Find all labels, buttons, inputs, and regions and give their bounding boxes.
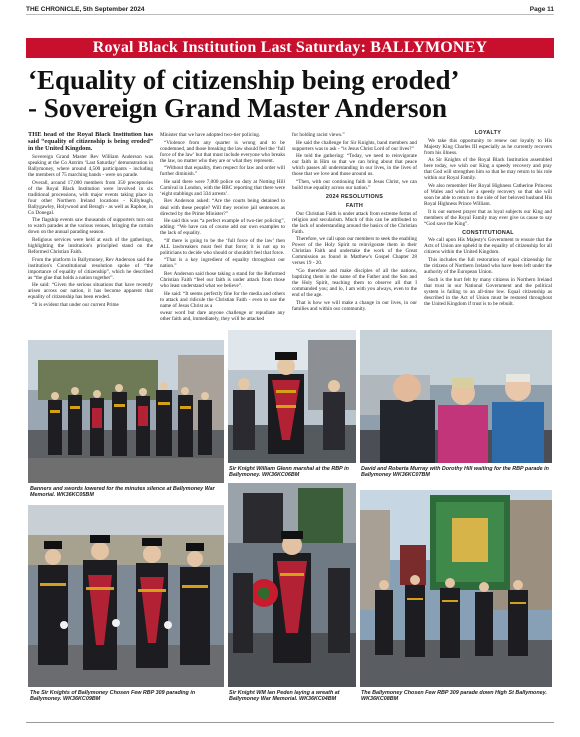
- paragraph: From the platform in Ballymoney, Rev Anderson said the institution's Constitutional resolution spoke of “the importance of equality of citizenship”, which he described as “the glue that holds a nation together”.: [28, 256, 153, 281]
- paragraph: “Then, with our continuing faith in Jesus Christ, we can build true equality across our nation.”: [292, 178, 417, 191]
- article-column-4: [424, 130, 552, 330]
- paragraph: Religious services were held at each of the gatherings, highlighting the institution's principled stand on the Reformed Christian Faith.: [28, 237, 153, 256]
- faith-heading: FAITH: [345, 202, 364, 209]
- headline-line-1: ‘Equality of citizenship being eroded’: [28, 65, 460, 95]
- article-lead: [28, 132, 153, 152]
- photo-high-st-parade: [360, 490, 552, 687]
- photo-william-glenn: [228, 330, 356, 463]
- headline-line-2: - Sovereign Grand Master Anderson: [28, 93, 448, 123]
- caption-photo-3: David and Roberta Murray with Dorothy Hill waiting for the RBP parade in Ballymoney WK36KC07BM: [361, 466, 549, 479]
- paragraph: The flagship events saw thousands of supporters turn out to watch parades at the various venues, bringing the curtain down on the annual parading season.: [28, 217, 153, 236]
- constitutional-heading: CONSTITUTIONAL: [462, 229, 514, 236]
- paragraph: “Violence from any quarter is wrong and to be condemned, and those breaking the law should feel the ‘full force of the law’ but that must include everyone who breaks the law, no matter who they are or what they represent.: [160, 139, 285, 164]
- paragraph: It is our earnest prayer that as loyal subjects our King and members of the Royal Family may ever give us cause to say “God save the King”.: [424, 208, 552, 227]
- section-banner: [26, 38, 554, 58]
- photo-image: [28, 340, 224, 483]
- paragraph: He told the gathering: “Today, we need to reinvigorate our faith in Him so that we can bring about that peace which passes all understanding in our lives, in the lives of those that we love and those around us.: [292, 153, 417, 178]
- paragraph: We also remember Her Royal Highness Catherine Princess of Wales and wish her a speedy recovery so that she will soon be able to return to the side of her beloved husband His Royal Highness Prince William.: [424, 182, 552, 208]
- photo-murray-hill: [360, 330, 552, 463]
- paragraph: He said the challenge for Sir Knights, band members and supporters was to ask - “is Jesus Christ Lord of our lives?”: [292, 139, 417, 152]
- caption-photo-1: Banners and swords lowered for the minutes silence at Ballymoney War Memorial. WK36KC05BM: [30, 486, 215, 499]
- paragraph: This includes the full restoration of equal citizenship for the citizens of Northern Ireland who have been left under the authority of the European Union.: [424, 256, 552, 275]
- paragraph: Our Christian Faith is under attack from extreme forms of religion and secularism. Much of this can be attributed to the lack of understanding around the basics of the Christian Faith.: [292, 210, 417, 235]
- paragraph: Rev Anderson asked: “Are the courts being detained to deal with these people? Will they receive jail sentences as directed by the Prime Minister?”: [160, 198, 285, 217]
- paragraph: That is how we will make a change in our lives, in our families and within our community.: [292, 299, 417, 312]
- paragraph: swear word but dare anyone challenge or repudiate any other faith and, immediately, they will be attacked: [160, 310, 285, 323]
- paragraph: He said: “It seems perfectly fine for the media and others to attack and ridicule the Christian Faith - even to use the name of Jesus Christ as a: [160, 290, 285, 309]
- caption-photo-2: Sir Knight William Glenn marshal at the RBP in Ballymoney. WK36KC06BM: [229, 466, 349, 479]
- paragraph: “Without that equality, then respect for law and order will further diminish.”: [160, 165, 285, 178]
- photo-image: [360, 330, 552, 463]
- paragraph: As Sir Knights of the Royal Black Institution assembled here today, we wish our King a speedy recovery and pray that God will strengthen him so that he may return to his role within our Royal Family.: [424, 157, 552, 182]
- photo-war-memorial-silence: [28, 340, 224, 483]
- page-number: Page 11: [529, 5, 554, 13]
- article-column-1: [28, 132, 153, 337]
- lead-text: THE head of the Royal Black Institution has said “equality of citizenship is being eroded” in the United Kingdom.: [28, 132, 153, 152]
- photo-ian-peden-wreath: [228, 483, 356, 687]
- photo-image: [228, 483, 356, 687]
- paragraph: for holding racist views.”: [292, 132, 345, 138]
- caption-photo-6: The Ballymoney Chosen Few RBP 309 parade down High St Ballymoney. WK36KC08BM: [361, 690, 547, 703]
- photo-image: [360, 490, 552, 687]
- paragraph: He said there were 7,000 police on duty at Notting Hill Carnival in London, with the BBC reporting that there were ‘eight stabbings and 334 arrests’.: [160, 178, 285, 197]
- paragraph: “Go therefore and make disciples of all the nations, baptizing them in the name of the Father and the Son and the Holy Spirit, teaching them to observe all that I commanded you; and lo, I am with you always, even to the end of the age.: [292, 267, 417, 299]
- photo-image: [28, 505, 224, 687]
- paragraph: Sovereign Grand Master Rev William Anderson was speaking at the Co Antrim ‘Last Saturday’ demonstration in Ballymoney, where around 4,500 participants - including the members of 75 marching bands - were on parade.: [28, 153, 153, 179]
- paragraph: Such is the hurt felt by many citizens in Northern Ireland that trust in our National Government and the political system is failing to an all-time low. Equal citizenship as described in the Act of Union must be restored throughout the United Kingdom if trust is to be rebuilt.: [424, 276, 552, 307]
- loyalty-heading: LOYALTY: [474, 130, 502, 136]
- page-header: [26, 4, 554, 15]
- paragraph: Therefore, we call upon our members to seek the enabling Power of the Holy Spirit to reinvigorate them in their Christian Faith and undertake the work of the Great Commission as found in Matthew's Gospel Chapter 28 verses 19 - 20.: [292, 236, 417, 267]
- photo-sir-knights-parading: [28, 505, 224, 687]
- headline: [28, 66, 554, 122]
- banner-text: Royal Black Institution Last Saturday: BALLYMONEY: [92, 39, 488, 56]
- paragraph: We take this opportunity to renew our loyalty to His Majesty King Charles III especially as he currently recovers from his illness.: [424, 137, 552, 156]
- paragraph: He said: “Given the serious situations that have recently arisen across our nation, it has become apparent that equality of citizenship has been eroded.: [28, 282, 153, 301]
- paragraph: He said this was “a perfect example of two-tier policing”, adding: “We have can of course add our own examples to the lack of equality.: [160, 218, 285, 237]
- page-bottom-rule: [26, 722, 554, 723]
- article-column-2: [160, 132, 285, 332]
- publication-name: THE CHRONICLE, 5th September 2024: [26, 5, 145, 13]
- caption-photo-5: Sir Knight WM Ian Peden laying a wreath at Ballymoney War Memorial. WK36KC04BM: [229, 690, 340, 703]
- article-column-3: [292, 132, 417, 327]
- paragraph: We call upon His Majesty's Government to ensure that the Acts of Union are upheld in the equality of citizenship for all citizens within the United Kingdom.: [424, 237, 552, 256]
- photo-image: [228, 330, 356, 463]
- paragraph: Rev Anderson said those taking a stand for the Reformed Christian Faith “feel our faith is under attack from those who least understand what we believe”.: [160, 270, 285, 290]
- paragraph: Minister that we have adopted two-tier policing.: [160, 132, 261, 138]
- paragraph: “That is a key ingredient of equality throughout our nation.”: [160, 257, 285, 270]
- paragraph: “If there is going to be the ‘full force of the law’ then ALL lawbreakers must feel that force; it is not up to politicians to decide who should or shouldn't feel that force.: [160, 237, 285, 256]
- paragraph: Overall, around 17,000 members from 350 preceptories of the Royal Black Institution were involved in six traditional processions, with major events taking place in four other Northern Ireland locations - Killyleagh, Ballygawley, Holywood and Beragh - as well as Raphoe, in Co Donegal.: [28, 179, 153, 216]
- caption-photo-4: The Sir Knights of Ballymoney Chosen Few RBP 309 parading in Ballymoney. WK36KC09BM: [30, 690, 196, 703]
- resolutions-heading: 2024 RESOLUTIONS: [325, 193, 384, 200]
- paragraph: “It is evident that under our current Prime: [32, 301, 119, 308]
